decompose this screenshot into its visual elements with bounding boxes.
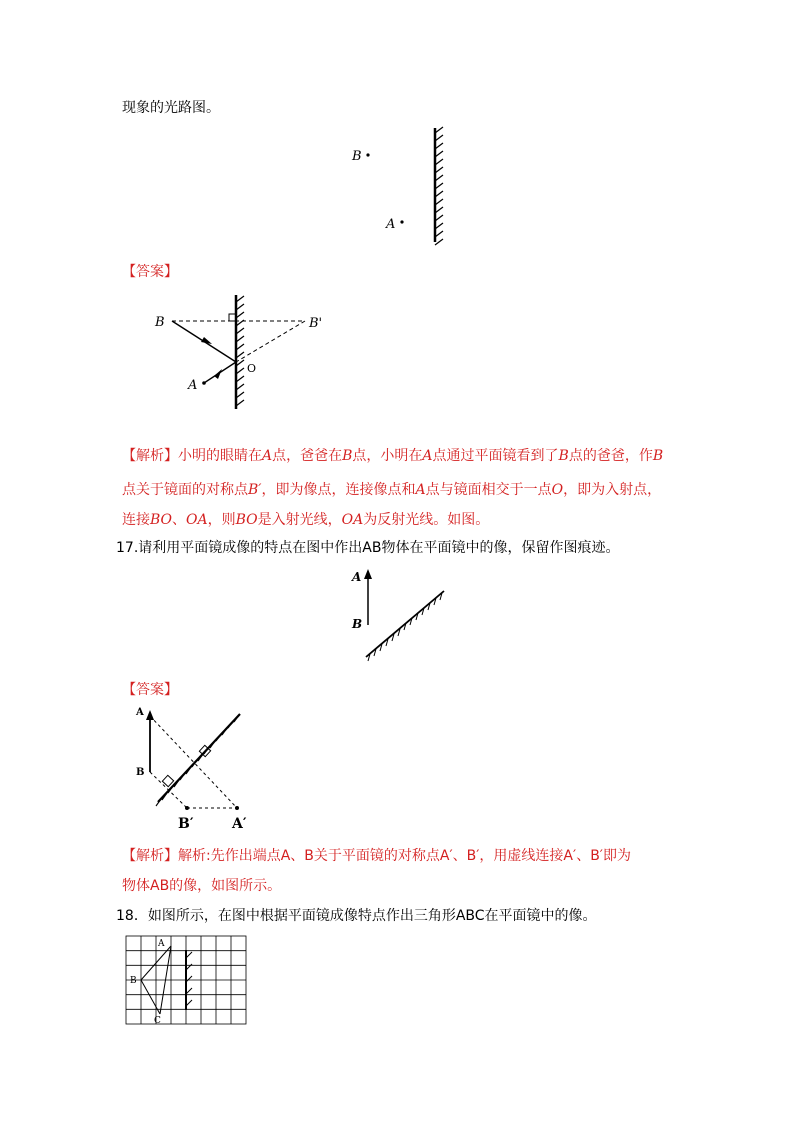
- ans17-point-b-prime: [185, 806, 189, 810]
- q18-label-a: A: [158, 939, 165, 949]
- question-18: 18．如图所示，在图中根据平面镜成像特点作出三角形ABC在平面镜中的像。: [116, 908, 597, 924]
- analysis16-line1: 【解析】小明的眼睛在A点，爸爸在B点，小明在A点通过平面镜看到了B点的爸爸，作B: [122, 448, 664, 464]
- q17-arrowhead: [364, 569, 372, 579]
- analysis-prefix: 【解析】: [122, 448, 178, 464]
- q17-label-b: B: [352, 617, 363, 631]
- ans17-label-b: B: [136, 767, 145, 778]
- q17-label-a: A: [352, 570, 362, 584]
- answer16-figure: [150, 292, 340, 414]
- ans17-arrowhead: [146, 710, 154, 720]
- q16-figure: [340, 125, 460, 250]
- ans17-label-a: A: [136, 707, 144, 718]
- q17-mirror: [366, 591, 444, 661]
- q16-label-a: A: [386, 217, 396, 232]
- analysis16-line3: 连接BO、OA，则BO是入射光线，OA为反射光线。如图。: [122, 512, 490, 528]
- ans17-label-a-prime: A′: [232, 816, 247, 832]
- ans16-label-b: B: [155, 315, 165, 330]
- q18-label-b: B: [130, 976, 137, 986]
- answer-label-17: 【答案】: [122, 682, 178, 698]
- ans17-label-b-prime: B′: [178, 816, 194, 832]
- q17-figure: [346, 565, 456, 665]
- answer17-figure: [128, 702, 258, 837]
- ans16-label-a: A: [188, 378, 198, 393]
- ans16-incident-arrow: [201, 337, 212, 344]
- intro-line: 现象的光路图。: [122, 100, 220, 116]
- ans16-reflected-arrow: [214, 369, 222, 379]
- ans16-label-o: O: [247, 362, 257, 375]
- q16-mirror: [435, 127, 443, 245]
- ans16-mirror: [236, 295, 244, 409]
- analysis17-line2: 物体AB的像，如图所示。: [122, 878, 282, 894]
- ans16-dashed-bo: [236, 321, 305, 362]
- ans17-right-angle-2: [162, 775, 173, 786]
- answer-label-16: 【答案】: [122, 264, 178, 280]
- analysis16-line2: 点关于镜面的对称点B′，即为像点，连接像点和A点与镜面相交于一点O，即为入射点，: [122, 482, 662, 498]
- question-17: 17.请利用平面镜成像的特点在图中作出AB物体在平面镜中的像，保留作图痕迹。: [116, 540, 620, 556]
- q18-label-c: C: [154, 1016, 161, 1026]
- ans16-label-b-prime: B': [309, 316, 323, 331]
- analysis17-line1: 【解析】解析:先作出端点A、B关于平面镜的对称点A′、B′，用虚线连接A′、B′即为: [122, 848, 631, 864]
- q16-point-a: [400, 220, 403, 223]
- q16-label-b: B: [352, 149, 362, 164]
- q16-point-b: [366, 153, 369, 156]
- ans17-point-a-prime: [235, 806, 239, 810]
- q18-figure: [122, 934, 250, 1028]
- ans17-mirror: [156, 714, 240, 806]
- ans16-point-a: [202, 381, 206, 385]
